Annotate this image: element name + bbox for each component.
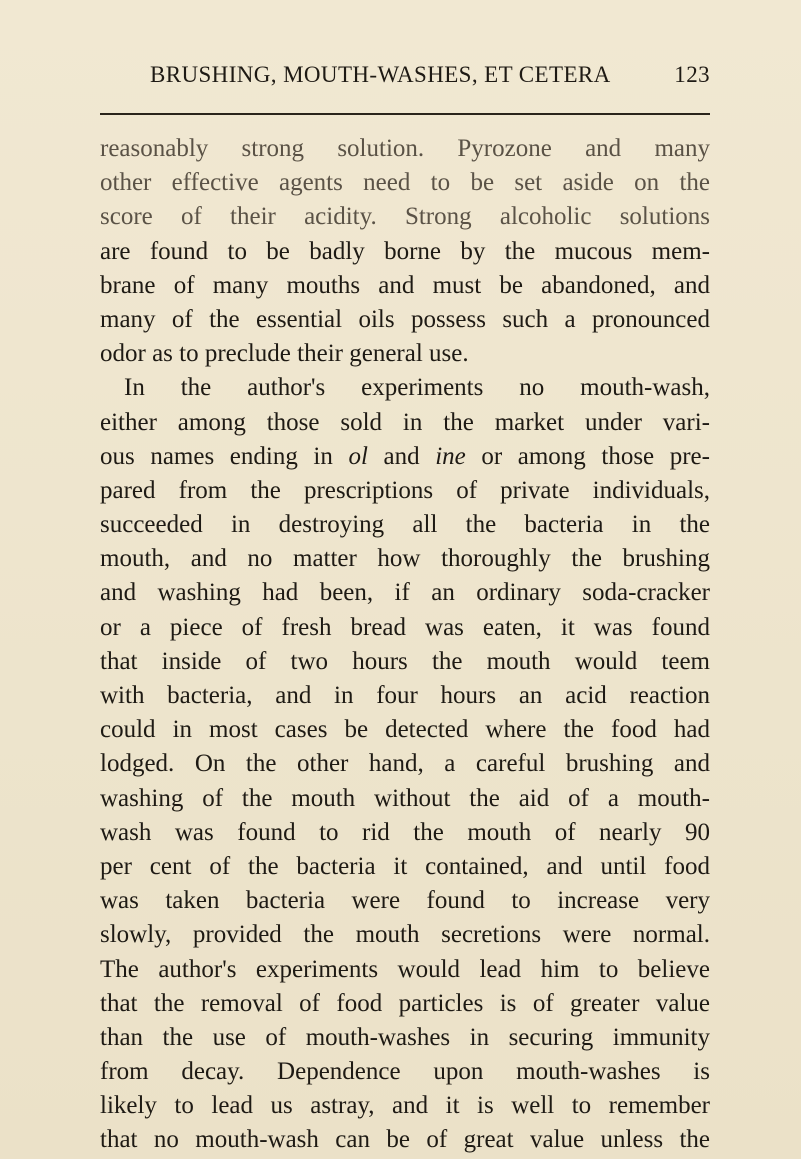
text-line: that inside of two hours the mouth would teem [100, 647, 710, 675]
text-line-with-italics: ous names ending in ol and ine or among those pre- [100, 442, 710, 470]
text-line: with bacteria, and in four hours an acid reaction [100, 682, 710, 709]
text-line: In the author's experiments no mouth-wash, [124, 374, 710, 402]
text-line: that no mouth-wash can be of great value unless the [100, 1126, 710, 1154]
text-line: either among those sold in the market under vari- [100, 408, 710, 436]
body-text [100, 132, 710, 1158]
text-line: that the removal of food particles is of greater value [100, 989, 710, 1017]
text-line: and washing had been, if an ordinary soda-cracker [100, 579, 710, 607]
text-line: wash was found to rid the mouth of nearly 90 [100, 818, 710, 846]
text-line: The author's experiments would lead him to believe [100, 955, 710, 983]
text-line: was taken bacteria were found to increase very [100, 887, 710, 915]
text-line: than the use of mouth-washes in securing immunity [100, 1023, 710, 1051]
text-line: many of the essential oils possess such a pronounced [100, 305, 710, 333]
text-line: brane of many mouths and must be abandoned, and [100, 271, 710, 299]
text-line: reasonably strong solution. Pyrozone and many [100, 135, 710, 162]
text-line: from decay. Dependence upon mouth-washes is [100, 1058, 710, 1086]
text-line: or a piece of fresh bread was eaten, it was found [100, 613, 710, 641]
text-line: other effective agents need to be set aside on the [100, 169, 710, 197]
header-rule [100, 113, 710, 115]
italic-word: ol [348, 442, 368, 470]
page-number: 123 [674, 62, 710, 87]
text-line: per cent of the bacteria it contained, and until food [100, 852, 710, 880]
text-line: score of their acidity. Strong alcoholic solutions [100, 203, 710, 231]
text-line: succeeded in destroying all the bacteria in the [100, 511, 710, 539]
italic-word: ine [435, 442, 466, 470]
text-line: slowly, provided the mouth secretions were normal. [100, 921, 710, 949]
text-line: washing of the mouth without the aid of a mouth- [100, 784, 710, 812]
text-line: odor as to preclude their general use. [100, 340, 469, 368]
running-head-title: BRUSHING, MOUTH-WASHES, ET CETERA [150, 62, 611, 87]
text-line: could in most cases be detected where the food had [100, 716, 710, 744]
text-line: likely to lead us astray, and it is well to remember [100, 1092, 710, 1120]
running-head [150, 62, 710, 92]
text-line: pared from the prescriptions of private individuals, [100, 476, 710, 504]
text-line: mouth, and no matter how thoroughly the brushing [100, 545, 710, 573]
text-line: lodged. On the other hand, a careful brushing and [100, 750, 710, 778]
text-line: are found to be badly borne by the mucous mem- [100, 237, 710, 265]
